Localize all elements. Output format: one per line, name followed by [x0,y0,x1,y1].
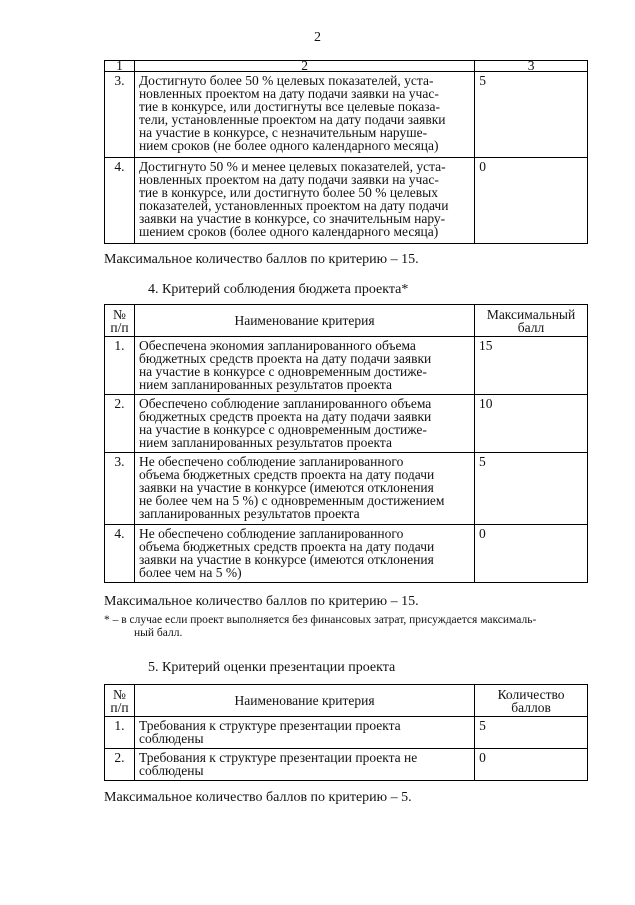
table-criterion-3-continued [104,60,588,244]
row-criterion-text: Достигнуто 50 % и менее целевых показателей, уста- новленных проектом на дату подачи заявки на учас- тие в конкурсе, или достигнуто более 50 % целевых показателей, установленных проектом на дату подачи заявки на участие в конкурсе, со значительным нару- шением сроков (более одного календарного месяца) [134,158,474,244]
row-score: 0 [475,525,588,583]
table-header-row [105,305,588,337]
col-header-score: Количество баллов [475,685,588,717]
table-row [105,337,588,395]
table-row [105,453,588,525]
row-number: 3. [105,72,135,158]
col-header-number: № п/п [105,685,135,717]
table-header-row [105,685,588,717]
footnote-line-2: ный балл. [134,627,183,639]
row-criterion-text: Достигнуто более 50 % целевых показателей, уста- новленных проектом на дату подачи заявки на учас- тие в конкурсе, или достигнуты все целевые показа- тели, установленные проектом на дату подачи заявки на участие в конкурсе, с незначительным наруше- нием сроков (не более одного календарного месяца) [134,72,474,158]
table-criterion-4 [104,304,588,583]
page-number: 2 [314,30,321,45]
table-row [105,717,588,749]
row-number: 1. [105,337,135,395]
row-score: 5 [475,72,588,158]
col-header-score: Максимальный балл [475,305,588,337]
table-row [105,72,588,158]
col-header-criterion: Наименование критерия [134,685,474,717]
row-number: 3. [105,453,135,525]
footnote [104,614,588,640]
row-number: 4. [105,158,135,244]
row-criterion-text: Обеспечено соблюдение запланированного объема бюджетных средств проекта на дату подачи заявки на участие в конкурсе с одновременным достиже- нием запланированных результатов проекта [134,395,474,453]
footnote-line-1: * – в случае если проект выполняется без финансовых затрат, присуждается максималь- [104,614,537,626]
row-criterion-text: Не обеспечено соблюдение запланированного объема бюджетных средств проекта на дату подачи заявки на участие в конкурсе (имеются отклонения более чем на 5 %) [134,525,474,583]
section-5-title: 5. Критерий оценки презентации проекта [148,660,396,675]
row-score: 15 [475,337,588,395]
col-header-1: 1 [105,61,135,72]
table-row [105,158,588,244]
table-row [105,525,588,583]
row-criterion-text: Обеспечена экономия запланированного объема бюджетных средств проекта на дату подачи заявки на участие в конкурсе с одновременным достиже- нием запланированных результатов проекта [134,337,474,395]
max-score-note-3: Максимальное количество баллов по критерию – 15. [104,252,419,267]
table-header-row [105,61,588,72]
row-number: 1. [105,717,135,749]
table-criterion-5 [104,684,588,781]
max-score-note-5: Максимальное количество баллов по критерию – 5. [104,790,412,805]
row-score: 5 [475,717,588,749]
row-criterion-text: Требования к структуре презентации проекта соблюдены [134,717,474,749]
max-score-note-4: Максимальное количество баллов по критерию – 15. [104,594,419,609]
row-score: 5 [475,453,588,525]
row-score: 10 [475,395,588,453]
row-criterion-text: Требования к структуре презентации проекта не соблюдены [134,749,474,781]
col-header-3: 3 [475,61,588,72]
col-header-2: 2 [134,61,474,72]
table-row [105,749,588,781]
row-number: 4. [105,525,135,583]
row-number: 2. [105,395,135,453]
row-number: 2. [105,749,135,781]
row-score: 0 [475,158,588,244]
table-row [105,395,588,453]
row-criterion-text: Не обеспечено соблюдение запланированного объема бюджетных средств проекта на дату подачи заявки на участие в конкурсе (имеются отклонения не более чем на 5 %) с одновременным достижением запланированных результатов проекта [134,453,474,525]
section-4-title: 4. Критерий соблюдения бюджета проекта* [148,282,409,297]
col-header-number: № п/п [105,305,135,337]
col-header-criterion: Наименование критерия [134,305,474,337]
row-score: 0 [475,749,588,781]
